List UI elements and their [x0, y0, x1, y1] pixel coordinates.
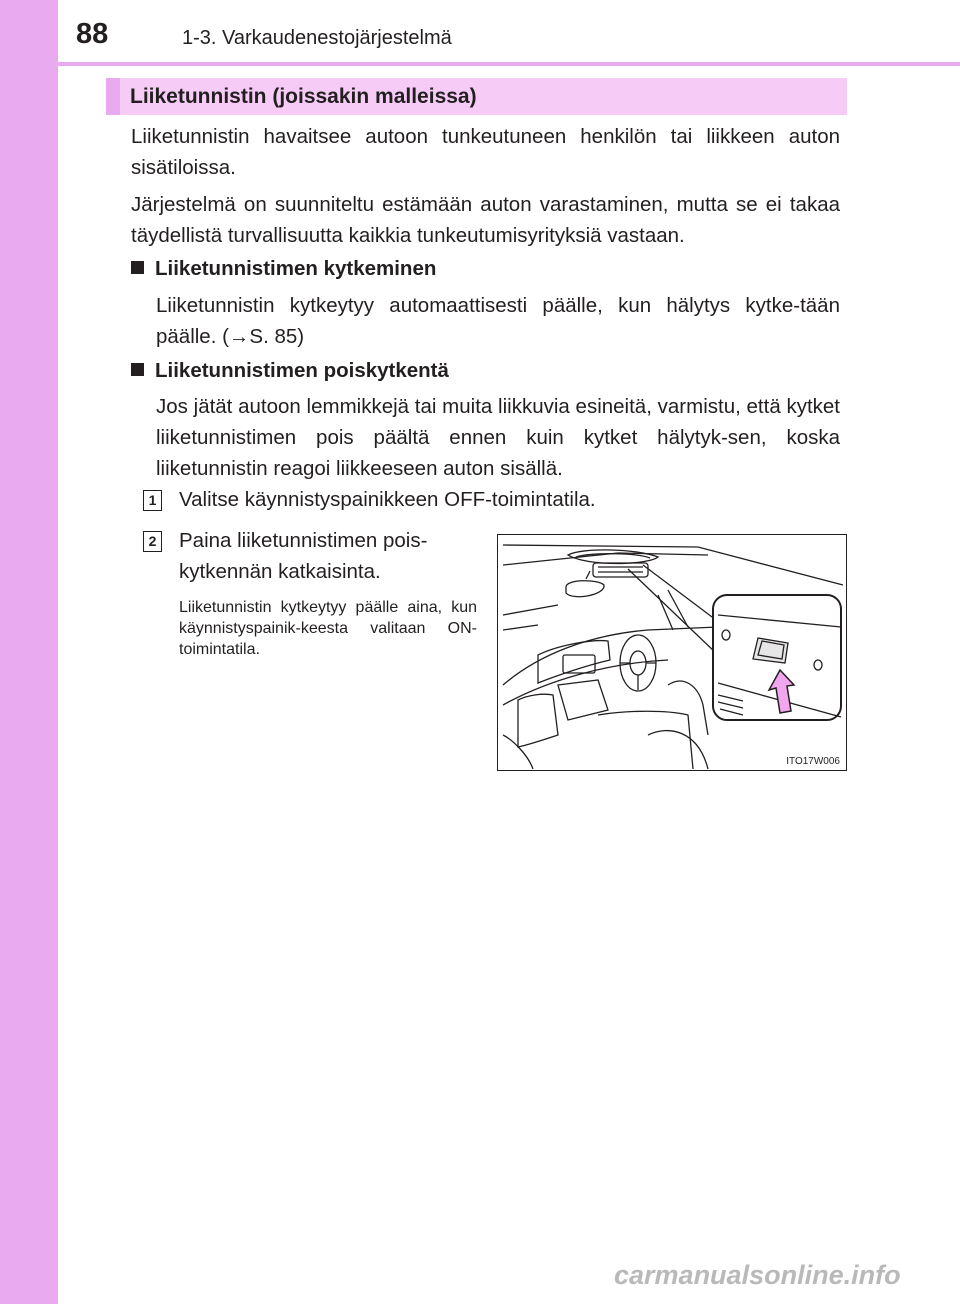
subheading-activation: [131, 257, 436, 281]
step-1-text: Valitse käynnistyspainikkeen OFF-toimintatila.: [179, 488, 596, 511]
running-header: 1-3. Varkaudenestojärjestelmä: [182, 27, 452, 49]
intro-paragraph-2: Järjestelmä on suunniteltu estämään auton varastaminen, mutta se ei takaa täydellistä turvallisuutta kaikkia tunkeutumisyrityksiä vastaan.: [131, 193, 840, 247]
deactivation-paragraph: Jos jätät autoon lemmikkejä tai muita liikkuvia esineitä, varmistu, että kytket liiketunnistimen pois päältä ennen kuin kytket hälytyk-sen, koska liiketunnistin reagoi liikkeeseen auton sisällä.: [156, 395, 840, 480]
car-interior-drawing: [498, 535, 846, 770]
step-2-text-line-1: Paina liiketunnistimen pois-: [179, 529, 428, 552]
subheading-activation-label: Liiketunnistimen kytkeminen: [155, 257, 437, 280]
step-number-1: 1: [143, 490, 162, 511]
car-interior-illustration: [497, 534, 847, 771]
intro-paragraph-1: Liiketunnistin havaitsee autoon tunkeutuneen henkilön tai liikkeen auton sisätiloissa.: [131, 125, 840, 179]
watermark: carmanualsonline.info: [614, 1260, 901, 1290]
activation-paragraph: Liiketunnistin kytkeytyy automaattisesti päälle, kun hälytys kytke-tään päälle. (→S. 85): [156, 294, 840, 348]
subheading-deactivation-label: Liiketunnistimen poiskytkentä: [155, 359, 449, 382]
illustration-code: ITO17W006: [786, 756, 840, 767]
step-2-note: Liiketunnistin kytkeytyy päälle aina, kun käynnistyspainik-keesta valitaan ON-toimintatila.: [179, 599, 477, 658]
square-bullet-icon: [131, 363, 144, 376]
section-heading: Liiketunnistin (joissakin malleissa): [106, 78, 847, 115]
step-2-text-line-2: kytkennän katkaisinta.: [179, 560, 381, 583]
square-bullet-icon: [131, 261, 144, 274]
subheading-deactivation: [131, 359, 449, 383]
page-number: 88: [76, 18, 109, 50]
header-rule: [58, 62, 960, 66]
step-number-2: 2: [143, 531, 162, 552]
left-chapter-strip: [0, 0, 58, 1304]
